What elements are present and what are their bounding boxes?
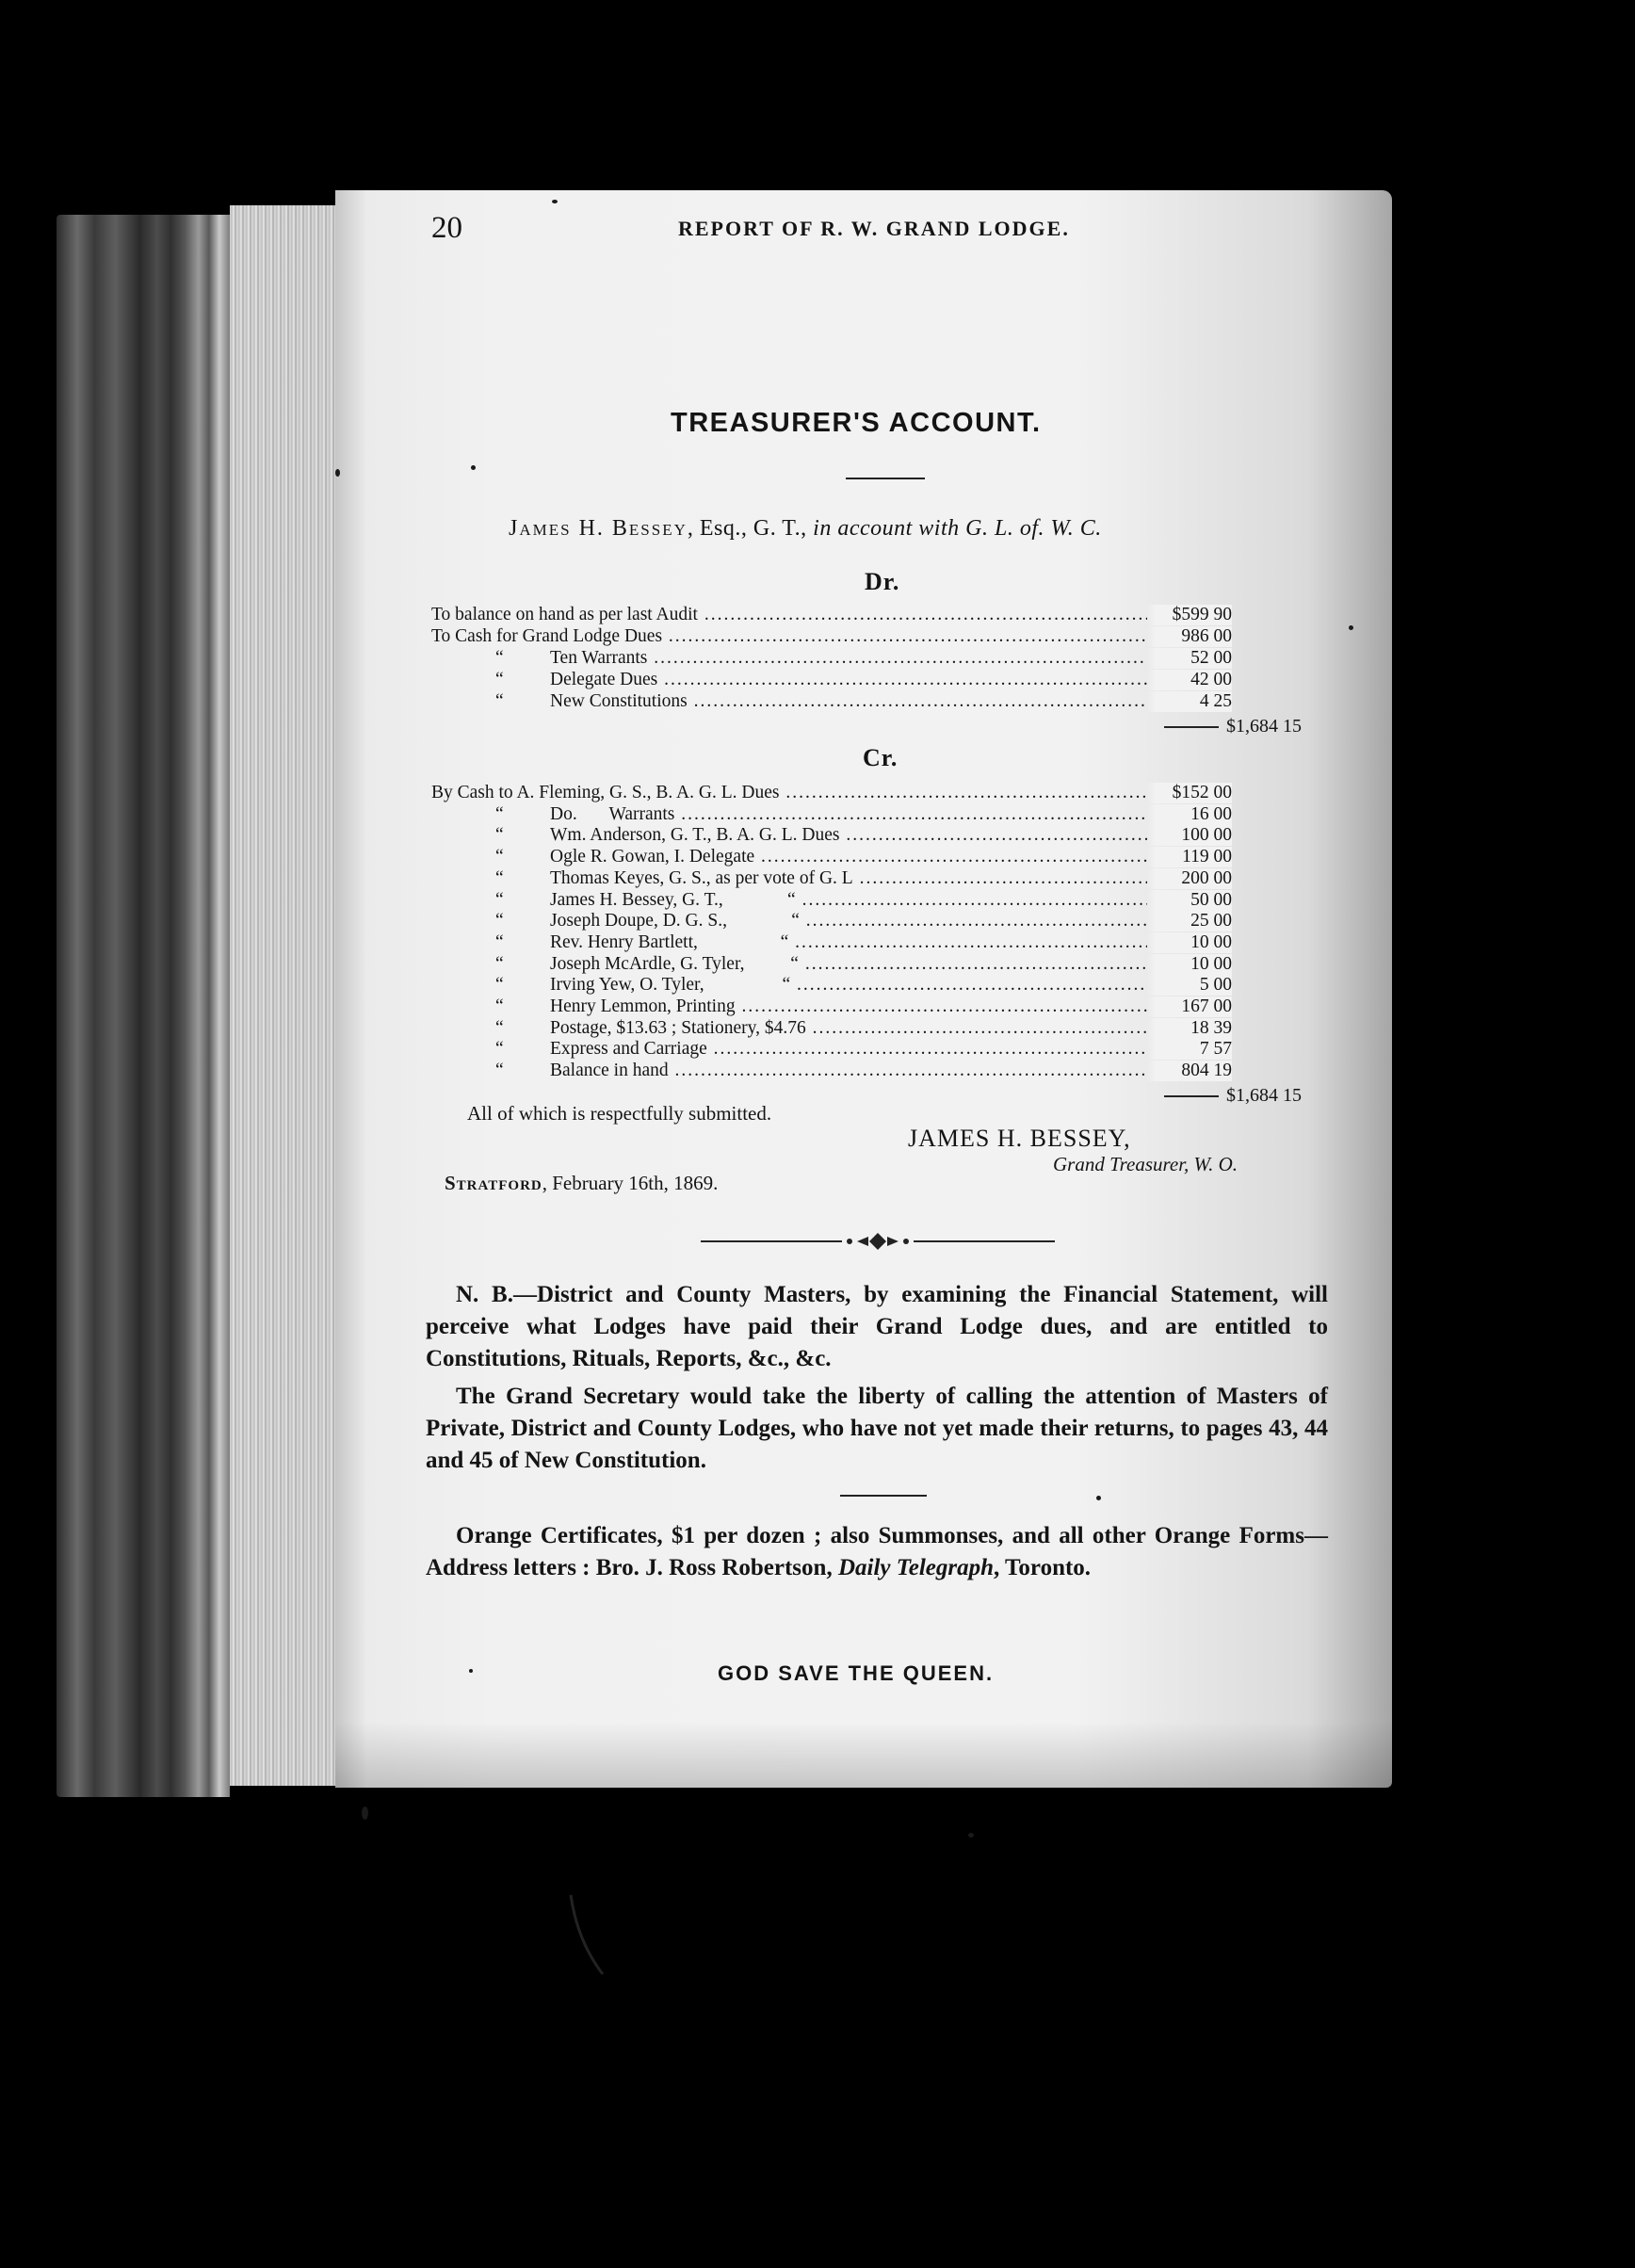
- date: , February 16th, 1869.: [542, 1172, 719, 1194]
- ink-speck: [469, 1669, 473, 1673]
- ledger-row: [431, 954, 1232, 975]
- ledger-item-text: James H. Bessey, G. T., “: [550, 889, 796, 910]
- page-number: 20: [431, 211, 462, 245]
- ledger-item-text: Thomas Keyes, G. S., as per vote of G. L: [550, 867, 853, 888]
- ledger-row: [431, 847, 1232, 867]
- ledger-item-text: Wm. Anderson, G. T., B. A. G. L. Dues: [550, 825, 840, 846]
- ink-speck: [362, 1806, 368, 1820]
- ledger-row: [431, 1061, 1232, 1081]
- ledger-item: [431, 605, 1147, 625]
- ledger-row: [431, 932, 1232, 953]
- debit-total: [1164, 716, 1302, 737]
- ditto-mark: “: [495, 1061, 504, 1081]
- debit-heading: Dr.: [865, 568, 900, 595]
- nb-lead: N. B.: [456, 1282, 513, 1307]
- ledger-item-text: Delegate Dues: [550, 670, 658, 689]
- ditto-mark: “: [495, 1017, 504, 1038]
- ledger-item-text: Ten Warrants: [550, 648, 648, 668]
- place-date: [445, 1172, 718, 1195]
- ledger-row: [431, 890, 1232, 911]
- advert-italic: Daily Telegraph: [837, 1555, 994, 1580]
- ledger-item-text: Ogle R. Gowan, I. Delegate: [550, 847, 755, 867]
- ledger-item-text: To Cash for Grand Lodge Dues: [431, 626, 663, 646]
- ledger-item: [431, 932, 1147, 953]
- ledger-item-text: By Cash to A. Fleming, G. S., B. A. G. L. Dues: [431, 783, 780, 802]
- ledger-amount: 10 00: [1147, 932, 1232, 953]
- ledger-item-text: Rev. Henry Bartlett, “: [550, 932, 789, 952]
- closing-line: GOD SAVE THE QUEEN.: [718, 1661, 995, 1685]
- ledger-item: [431, 1061, 1147, 1081]
- ledger-item-text: Express and Carriage: [550, 1039, 707, 1060]
- ledger-item-text: Irving Yew, O. Tyler, “: [550, 975, 791, 996]
- ledger-item: [431, 691, 1147, 712]
- ink-speck: [1096, 1496, 1101, 1500]
- ledger-amount: 119 00: [1147, 847, 1232, 867]
- ledger-item: [431, 890, 1147, 911]
- ditto-mark: “: [495, 670, 504, 689]
- advert-text: Orange Certificates, $1 per dozen ; also Summonses, and all other Orange Forms—Address letters : Bro. J. Ross Robertson,: [426, 1523, 1328, 1580]
- ditto-mark: “: [495, 825, 504, 846]
- ledger-row: [431, 804, 1232, 825]
- ledger-amount: $152 00: [1147, 783, 1232, 803]
- ledger-item-text: Henry Lemmon, Printing: [550, 996, 736, 1016]
- ledger-item: [431, 804, 1147, 825]
- ledger-item-text: Joseph Doupe, D. G. S., “: [550, 911, 800, 932]
- ledger-row: [431, 605, 1232, 625]
- ditto-mark: “: [495, 996, 504, 1016]
- ditto-mark: “: [495, 867, 504, 888]
- ledger-item-text: Do. Warrants: [550, 803, 675, 824]
- ledger-row: [431, 783, 1232, 803]
- ledger-amount: 986 00: [1147, 626, 1232, 647]
- ledger-item-text: To balance on hand as per last Audit: [431, 605, 698, 624]
- ledger-item: [431, 996, 1147, 1017]
- ledger-item: [431, 975, 1147, 996]
- ledger-amount: 25 00: [1147, 911, 1232, 932]
- ledger-row: [431, 1018, 1232, 1039]
- secretary-paragraph: The Grand Secretary would take the liberty of calling the attention of Masters of Private, District and County Lodges, who have not yet made their returns, to pages 43, 44 and 45 of New Constitution.: [426, 1384, 1328, 1473]
- ledger-row: [431, 868, 1232, 889]
- ledger-item: [431, 847, 1147, 867]
- ledger-amount: 16 00: [1147, 804, 1232, 825]
- ledger-item: [431, 1018, 1147, 1039]
- ledger-item: [431, 1039, 1147, 1060]
- ditto-mark: “: [495, 932, 504, 952]
- ledger-row: [431, 1039, 1232, 1060]
- page-edges: [230, 205, 343, 1786]
- ledger-item: [431, 626, 1147, 647]
- nb-text: —District and County Masters, by examining the Financial Statement, will perceive what Lodges have paid their Grand Lodge dues, and are entitled to Constitutions, Rituals, Reports, &c., &c.: [426, 1282, 1329, 1371]
- notes-rule: [840, 1495, 927, 1497]
- ledger-item-text: Joseph McArdle, G. Tyler, “: [550, 953, 799, 974]
- ledger-amount: 100 00: [1147, 825, 1232, 846]
- account-with: in account with G. L. of. W. C.: [813, 516, 1102, 541]
- ledger-amount: 7 57: [1147, 1039, 1232, 1060]
- signature-name: JAMES H. BESSEY,: [908, 1125, 1131, 1152]
- ledger-item: [431, 670, 1147, 690]
- ditto-mark: “: [495, 691, 504, 711]
- ledger-row: [431, 825, 1232, 846]
- ditto-mark: “: [495, 911, 504, 932]
- debit-total-amount: $1,684 15: [1226, 716, 1302, 737]
- ledger-row: [431, 626, 1232, 647]
- advert-text-end: , Toronto.: [994, 1555, 1092, 1580]
- ditto-mark: “: [495, 803, 504, 824]
- ledger-amount: 4 25: [1147, 691, 1232, 712]
- ledger-item-text: Postage, $13.63 ; Stationery, $4.76: [550, 1017, 806, 1038]
- ditto-mark: “: [495, 847, 504, 867]
- ink-speck: [471, 465, 476, 470]
- advert-paragraph: [426, 1520, 1328, 1584]
- section-title: TREASURER'S ACCOUNT.: [671, 408, 1042, 438]
- running-head: REPORT OF R. W. GRAND LODGE.: [678, 217, 1070, 240]
- ledger-row: [431, 911, 1232, 932]
- ledger-amount: 42 00: [1147, 670, 1232, 690]
- ledger-amount: 200 00: [1147, 868, 1232, 889]
- pencil-mark: [565, 1893, 612, 1978]
- submitted-line: All of which is respectfully submitted.: [467, 1102, 772, 1125]
- ledger-row: [431, 648, 1232, 669]
- ledger-item: [431, 825, 1147, 846]
- ledger-amount: 5 00: [1147, 975, 1232, 996]
- ink-speck: [1349, 625, 1353, 630]
- ledger-row: [431, 996, 1232, 1017]
- ledger-item-text: New Constitutions: [550, 691, 688, 711]
- nb-paragraph: [426, 1279, 1328, 1375]
- ledger-amount: 10 00: [1147, 954, 1232, 975]
- ledger-row: [431, 975, 1232, 996]
- ink-speck: [335, 469, 340, 477]
- credit-total: [1164, 1085, 1302, 1107]
- ledger-item: [431, 911, 1147, 932]
- ledger-amount: 18 39: [1147, 1018, 1232, 1039]
- ledger-row: [431, 691, 1232, 712]
- account-heading: [509, 516, 1102, 542]
- ditto-mark: “: [495, 975, 504, 996]
- place: Stratford: [445, 1172, 542, 1194]
- ditto-mark: “: [495, 953, 504, 974]
- ledger-row: [431, 670, 1232, 690]
- ditto-mark: “: [495, 889, 504, 910]
- ditto-mark: “: [495, 1039, 504, 1060]
- ledger-item-text: Balance in hand: [550, 1061, 669, 1081]
- ink-speck: [552, 200, 558, 203]
- ornament-divider: [701, 1232, 1055, 1251]
- ledger-amount: 167 00: [1147, 996, 1232, 1017]
- signature-title: Grand Treasurer, W. O.: [1053, 1153, 1238, 1175]
- book-spine: [57, 215, 230, 1797]
- ledger-amount: 804 19: [1147, 1061, 1232, 1081]
- ledger-amount: 52 00: [1147, 648, 1232, 669]
- account-holder-suffix: , Esq., G. T.,: [687, 516, 807, 541]
- ledger-amount: $599 90: [1147, 605, 1232, 625]
- ledger-item: [431, 868, 1147, 889]
- ledger-amount: 50 00: [1147, 890, 1232, 911]
- title-rule: [846, 478, 925, 479]
- ink-speck: [968, 1833, 974, 1838]
- credit-heading: Cr.: [863, 744, 898, 771]
- account-holder: James H. Bessey: [509, 516, 688, 541]
- ledger-item: [431, 954, 1147, 975]
- ledger-item: [431, 783, 1147, 803]
- ditto-mark: “: [495, 648, 504, 668]
- credit-total-amount: $1,684 15: [1226, 1085, 1302, 1106]
- ledger-item: [431, 648, 1147, 669]
